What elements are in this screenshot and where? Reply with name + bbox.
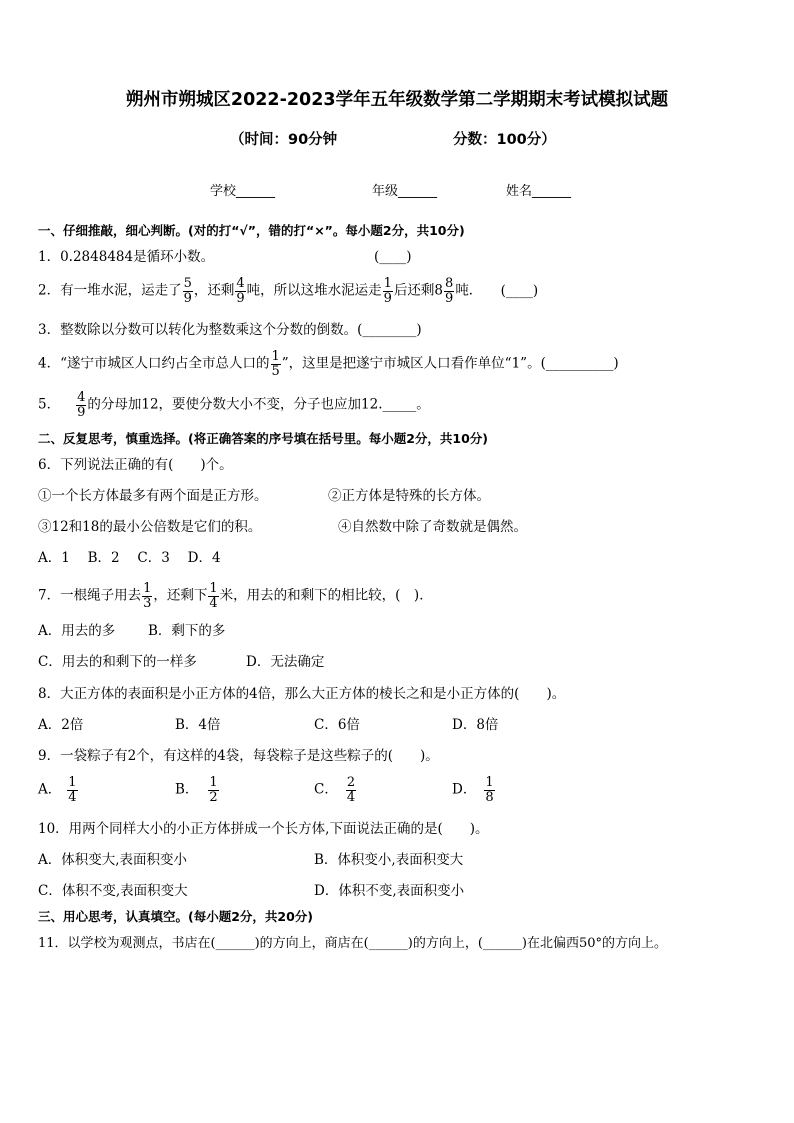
question-6-stem: 6．下列说法正确的有( )个。 (38, 457, 233, 473)
question-11: 11．以学校为观测点，书店在(______)的方向上，商店在(______)的方向上，(______)在北偏西50°的方向上。 (38, 936, 668, 951)
question-9-stem: 9．一袋粽子有2个，有这样的4袋，每袋粽子是这些粽子的( )。 (38, 748, 439, 764)
fraction: $\frac{2}{4}$ (346, 775, 356, 805)
fraction: $\frac{1}{4}$ (209, 581, 218, 611)
fraction: $\frac{1}{8}$ (485, 775, 494, 805)
fraction: $\frac{1}{5}$ (271, 349, 280, 379)
question-3: 3．整数除以分数可以转化为整数乘这个分数的倒数。(________) (38, 322, 422, 338)
school-field: 学校______ (210, 184, 276, 199)
question-8-stem: 8．大正方体的表面积是小正方体的4倍，那么大正方体的棱长之和是小正方体的( )。 (38, 686, 566, 702)
name-field: 姓名______ (506, 184, 572, 199)
fraction: $\frac{4}{9}$ (77, 390, 86, 420)
grade-field: 年级______ (372, 184, 438, 199)
total-score: 分数：100分） (453, 132, 556, 148)
question-4: 4．“遂宁市城区人口约占全市总人口的 $\frac{1}{5}$ ”，这里是把遂宁市城区人口看作单位“1”。(__________) (38, 349, 619, 379)
question-5: 5． $\frac{4}{9}$ 的分母加12，要使分数大小不变，分子也应加12._____。 (38, 390, 430, 420)
question-1: 1．0.2848484是循环小数。 (____) (38, 249, 412, 265)
q1-blank: (____) (374, 249, 412, 265)
question-7-stem: 7．一根绳子用去 $\frac{1}{3}$ ，还剩下 $\frac{1}{4}$ 米，用去的和剩下的相比较，( )． (38, 581, 433, 611)
q2-blank: (____) (500, 282, 539, 299)
fraction: $\frac{8}{9}$ (445, 276, 454, 306)
section-3-heading: 三、用心思考，认真填空。(每小题2分，共20分) (38, 909, 314, 924)
question-2: 2．有一堆水泥，运走了 $\frac{5}{9}$ ，还剩 $\frac{4}{9}$ 吨，所以这堆水泥运走 $\frac{1}{9}$ 后还剩8 $\frac{8}{9}$ 吨． (____) (38, 276, 539, 306)
section-1-heading: 一、仔细推敲，细心判断。(对的打“√”，错的打“×”。每小题2分，共10分) (38, 223, 465, 238)
question-10-stem: 10．用两个同样大小的小正方体拼成一个长方体,下面说法正确的是( )。 (38, 821, 489, 837)
fraction: $\frac{4}{9}$ (236, 276, 245, 306)
section-2-heading: 二、反复思考，慎重选择。(将正确答案的序号填在括号里。每小题2分，共10分) (38, 431, 489, 446)
exam-page: 朔州市朔城区2022-2023学年五年级数学第二学期期末考试模拟试题 （时间：90分钟 分数：100分） 学校______ 年级______ 姓名______ 一、仔细推敲，细心判断。(对的打“√”，错的打“×”。每小题2分，共10分) 1．0.2848484是循环小数。 (____) 2．有一堆水泥，运走了 $\frac{5}{9}$ ，还剩 $\frac{4}{9}$ 吨，所以这堆水泥运走 $\frac{1}{9}$ 后还剩8 $\frac{8}{9}$ 吨． (____) 3．整数除以分数可以转化为整数乘这个分数的倒数。(________) 4．“遂宁市城区人口约占全市总人口的 $\frac{1}{5}$ ”，这里是把遂宁市城区人口看作单位“1”。(__________) 5． $\frac{4}{9}$ 的分母加12，要使分数大小不变，分子也应加12._____。 二、反复思考，慎重选择。(将正确答案的序号填在括号里。每小题2分，共10分) 6．下列说法正确的有( )个。 ①一个长方体最多有两个面是正方形。 ②正方体是特殊的长方体。 ③12和18的最小公倍数是它们的积。 ④自然数中除了奇数就是偶然。 A．1 B．2 C．3 D．4 7．一根绳子用去 $\frac{1}{3}$ ，还剩下 $\frac{1}{4}$ 米，用去的和剩下的相比较，( )． A．用去的多 B．剩下的多 C．用去的和剩下的一样多 D．无法确定 8．大正方体的表面积是小正方体的4倍，那么大正方体的棱长之和是小正方体的( )。 A．2倍 B．4倍 C．6倍 D．8倍 9．一袋粽子有2个，有这样的4袋，每袋粽子是这些粽子的( )。 A． $\frac{1}{4}$ B． $\frac{1}{2}$ C． $\frac{2}{4}$ D． $\frac{1}{8}$ 10．用两个同样大小的小正方体拼成一个长方体,下面说法正确的是( )。 A．体积变大,表面积变小 B．体积变小,表面积变大 C．体积不变,表面积变大 D．体积不变,表面积变小 三、用心思考，认真填空。(每小题2分，共20分) 11．以学校为观测点，书店在(______)的方向上，商店在(______)的方向上，(______)在北偏西50°的方向上。 (0, 0, 794, 1123)
exam-title: 朔州市朔城区2022-2023学年五年级数学第二学期期末考试模拟试题 (125, 90, 669, 110)
fraction: $\frac{1}{9}$ (383, 276, 392, 306)
fraction: $\frac{1}{3}$ (143, 581, 152, 611)
fraction: $\frac{5}{9}$ (183, 276, 192, 306)
question-6-choices: A．1 B．2 C．3 D．4 (38, 550, 221, 566)
fraction: $\frac{1}{4}$ (68, 775, 77, 805)
fraction: $\frac{1}{2}$ (209, 775, 218, 805)
time-limit: （时间：90分钟 (230, 132, 338, 148)
